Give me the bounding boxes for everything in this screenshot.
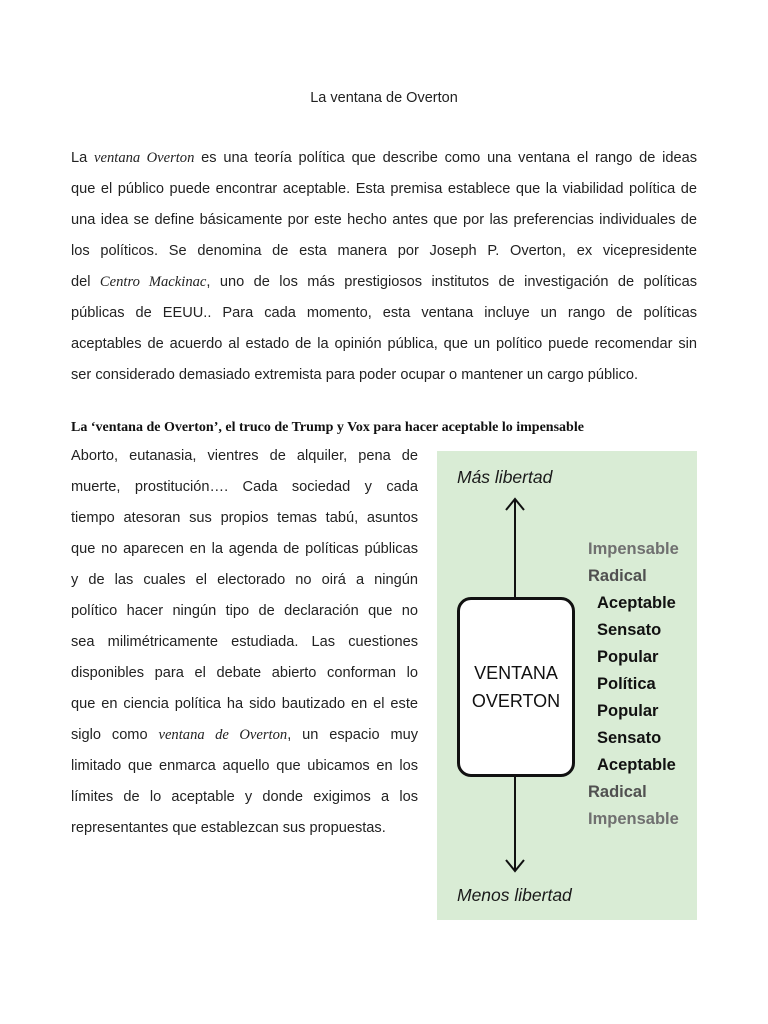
- page-title: La ventana de Overton: [310, 90, 458, 106]
- body-paragraph: [71, 441, 418, 844]
- more-freedom-label: Más libertad: [457, 467, 553, 487]
- box-label-line2: OVERTON: [471, 691, 561, 711]
- body-line: sea milimétricamente estudiada. Las cuestiones: [71, 634, 418, 650]
- scale-label: Sensato: [597, 621, 662, 639]
- scale-label: Popular: [597, 702, 659, 720]
- body-line: que en ciencia política ha sido bautizado en el este: [71, 696, 418, 712]
- scale-label: Política: [597, 675, 656, 693]
- intro-line: una idea se define básicamente por este hecho antes que por las preferencias individuales de: [71, 212, 697, 228]
- body-line: siglo como ventana de Overton, un espacio muy: [71, 727, 419, 743]
- emphasis-term: Centro Mackinac: [99, 274, 207, 290]
- body-line: político hacer ningún tipo de declaración que no: [71, 603, 418, 619]
- intro-line: ser considerado demasiado extremista para poder ocupar o mantener un cargo público.: [71, 367, 639, 383]
- body-line: Aborto, eutanasia, vientres de alquiler, pena de: [71, 448, 418, 464]
- less-freedom-label: Menos libertad: [457, 885, 572, 905]
- article-subheading: La ‘ventana de Overton’, el truco de Trump y Vox para hacer aceptable lo impensable: [71, 420, 584, 435]
- overton-window-box: [457, 597, 575, 777]
- scale-label: Impensable: [588, 540, 679, 558]
- intro-paragraph: [71, 143, 697, 391]
- body-line: limitado que enmarca aquello que ubicamos en los: [71, 758, 418, 774]
- body-line: y de las cuales el electorado no oirá a ningún: [71, 572, 418, 588]
- overton-window-figure: [437, 451, 697, 920]
- body-line: que no aparecen en la agenda de políticas públicas: [71, 541, 418, 557]
- scale-label: Popular: [597, 648, 659, 666]
- intro-line: públicas de EEUU.. Para cada momento, esta ventana incluye un rango de políticas: [71, 305, 697, 321]
- body-line: disponibles para el debate abierto conforman lo: [71, 665, 418, 681]
- body-line: muerte, prostitución…. Cada sociedad y cada: [71, 479, 418, 495]
- box-label-line1: VENTANA: [474, 663, 558, 683]
- intro-line: que el público puede encontrar aceptable. Esta premisa establece que la viabilidad política de: [71, 181, 697, 197]
- scale-label: Radical: [588, 567, 647, 585]
- emphasis-term: ventana Overton: [94, 150, 195, 166]
- intro-line: La ventana Overton es una teoría política que describe como una ventana el rango de ideas: [71, 150, 697, 166]
- scale-label: Aceptable: [597, 594, 676, 612]
- body-line: tiempo atesoran sus propios temas tabú, asuntos: [71, 510, 418, 526]
- intro-line: del Centro Mackinac, uno de los más prestigiosos institutos de investigación de políticas: [71, 274, 698, 290]
- scale-label: Radical: [588, 783, 647, 801]
- intro-line: aceptables de acuerdo al estado de la opinión pública, que un político puede recomendar sin: [71, 336, 697, 352]
- emphasis-term: ventana de Overton: [158, 727, 288, 743]
- scale-label: Aceptable: [597, 756, 676, 774]
- scale-label: Impensable: [588, 810, 679, 828]
- body-line: límites de lo aceptable y donde exigimos a los: [71, 789, 418, 805]
- scale-label: Sensato: [597, 729, 662, 747]
- body-line: representantes que establezcan sus propuestas.: [71, 820, 386, 836]
- intro-line: los políticos. Se denomina de esta manera por Joseph P. Overton, ex vicepresidente: [71, 243, 697, 259]
